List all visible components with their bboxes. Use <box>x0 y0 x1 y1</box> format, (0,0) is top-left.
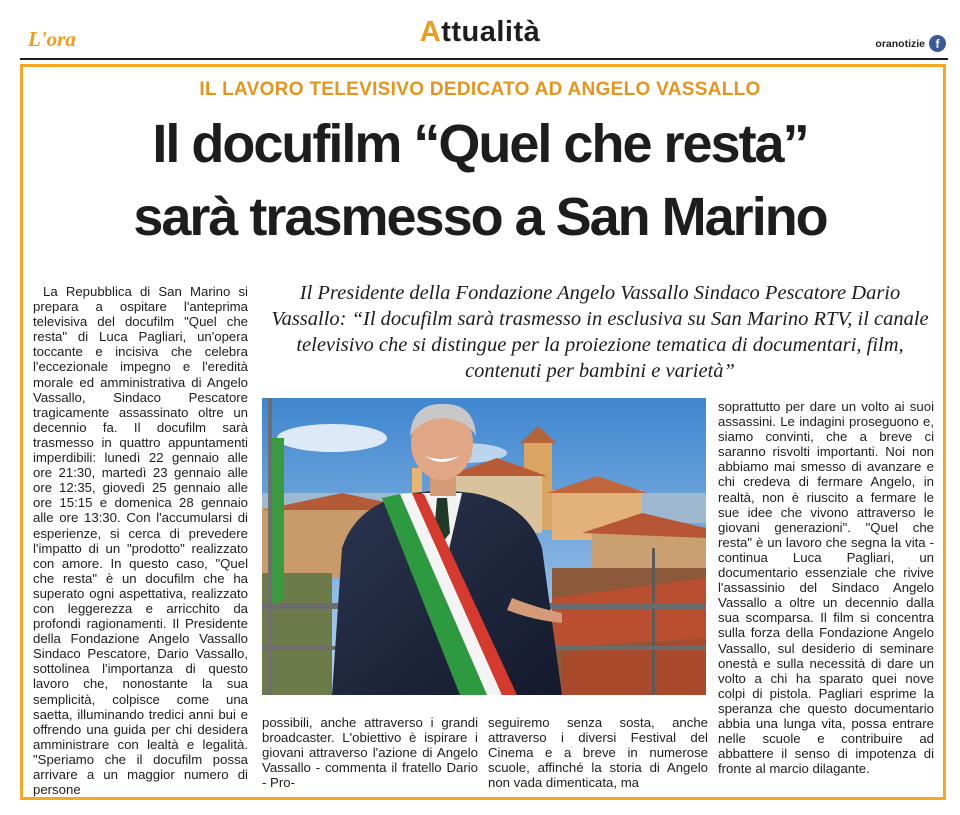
header-divider <box>20 58 948 60</box>
article-kicker: IL LAVORO TELEVISIVO DEDICATO AD ANGELO VASSALLO <box>199 79 761 100</box>
facebook-icon: f <box>929 35 946 52</box>
body-column-2: possibili, anche attraverso i grandi broadcaster. L'obiettivo è ispirare i giovani attraverso l'azione di Angelo Vassallo - commenta il fratello Dario - Pro- <box>262 715 478 791</box>
section-title <box>0 16 960 49</box>
article-photo <box>262 398 706 695</box>
headline-line-2: sarà trasmesso a San Marino <box>133 187 827 247</box>
section-title-rest: ttualità <box>441 16 541 48</box>
article-subhead: Il Presidente della Fondazione Angelo Vassallo Sindaco Pescatore Dario Vassallo: “Il docufilm sarà trasmesso in esclusiva su San Marino RTV, il canale televisivo che si distingue per la proiezione tematica di documentari, film, contenuti per bambini e varietà” <box>271 282 929 382</box>
social-handle: oranotizie <box>875 37 925 50</box>
social-link[interactable] <box>875 35 946 52</box>
publication-logo: L'ora <box>28 27 76 51</box>
body-column-1: La Repubblica di San Marino si prepara a ospitare l'anteprima televisiva del docufilm "Quel che resta" di Luca Pagliari, un'opera toccante e incisiva che celebra l'eccezionale impegno e l'eredità morale ed amministrativa di Angelo Vassallo, Sindaco Pescatore tragicamente assassinato oltre un decennio fa. Il docufilm sarà trasmesso in quattro appuntamenti imperdibili: lunedì 22 gennaio alle ore 21:30, martedì 23 gennaio alle ore 12:35, giovedì 25 gennaio alle ore 15:15 e domenica 28 gennaio alle ore 13:30. Con l'accumularsi di esperienze, si cerca di prevedere l'impatto di un "prodotto" realizzato con amore. In questo caso, "Quel che resta" è un docufilm che ha superato ogni aspettativa, realizzato con leggerezza e arricchito da profondi ragionamenti. Il Presidente della Fondazione Angelo Vassallo Sindaco Pescatore, Dario Vassallo, sottolinea l'importanza di questo lavoro che, nonostante la sua semplicità, colpisce come una saetta, illuminando tredici anni bui e offrendo una guida per chi desidera amministrare con lealtà e legalità. "Speriamo che il docufilm possa arrivare a un maggior numero di persone <box>33 284 248 798</box>
article-headline <box>0 108 960 254</box>
body-column-3: seguiremo senza sosta, anche attraverso i diversi Festival del Cinema e a breve in numerose scuole, affinché la storia di Angelo non vada dimenticata, ma <box>488 715 708 791</box>
body-column-4: soprattutto per dare un volto ai suoi assassini. Le indagini proseguono e, siamo convinti, che a breve ci saranno risvolti importanti. Noi non abbiamo mai smesso di avanzare e chi credeva di fermare Angelo, in realtà, non è riuscito a fermare le sue idee che vivono attraverso le giovani generazioni". "Quel che resta" è un lavoro che segna la vita - continua Luca Pagliari, un documentario essenziale che rivive l'assassinio del Sindaco Angelo Vassallo a oltre un decennio dalla sua scomparsa. Il film si concentra sulla forza della Fondazione Angelo Vassallo, sul desiderio di seminare onestà e sulla necessità di dare un volto a chi ha sparato quei nove colpi di pistola. Pagliari esprime la speranza che questo documentario abbia una lunga vita, possa entrare nelle scuole e contribuire ad abbattere il senso di impotenza di fronte al marcio dilagante. <box>718 399 934 777</box>
headline-line-1: Il docufilm “Quel che resta” <box>152 114 808 174</box>
photo-illustration <box>262 398 706 695</box>
section-title-initial: A <box>419 16 442 48</box>
